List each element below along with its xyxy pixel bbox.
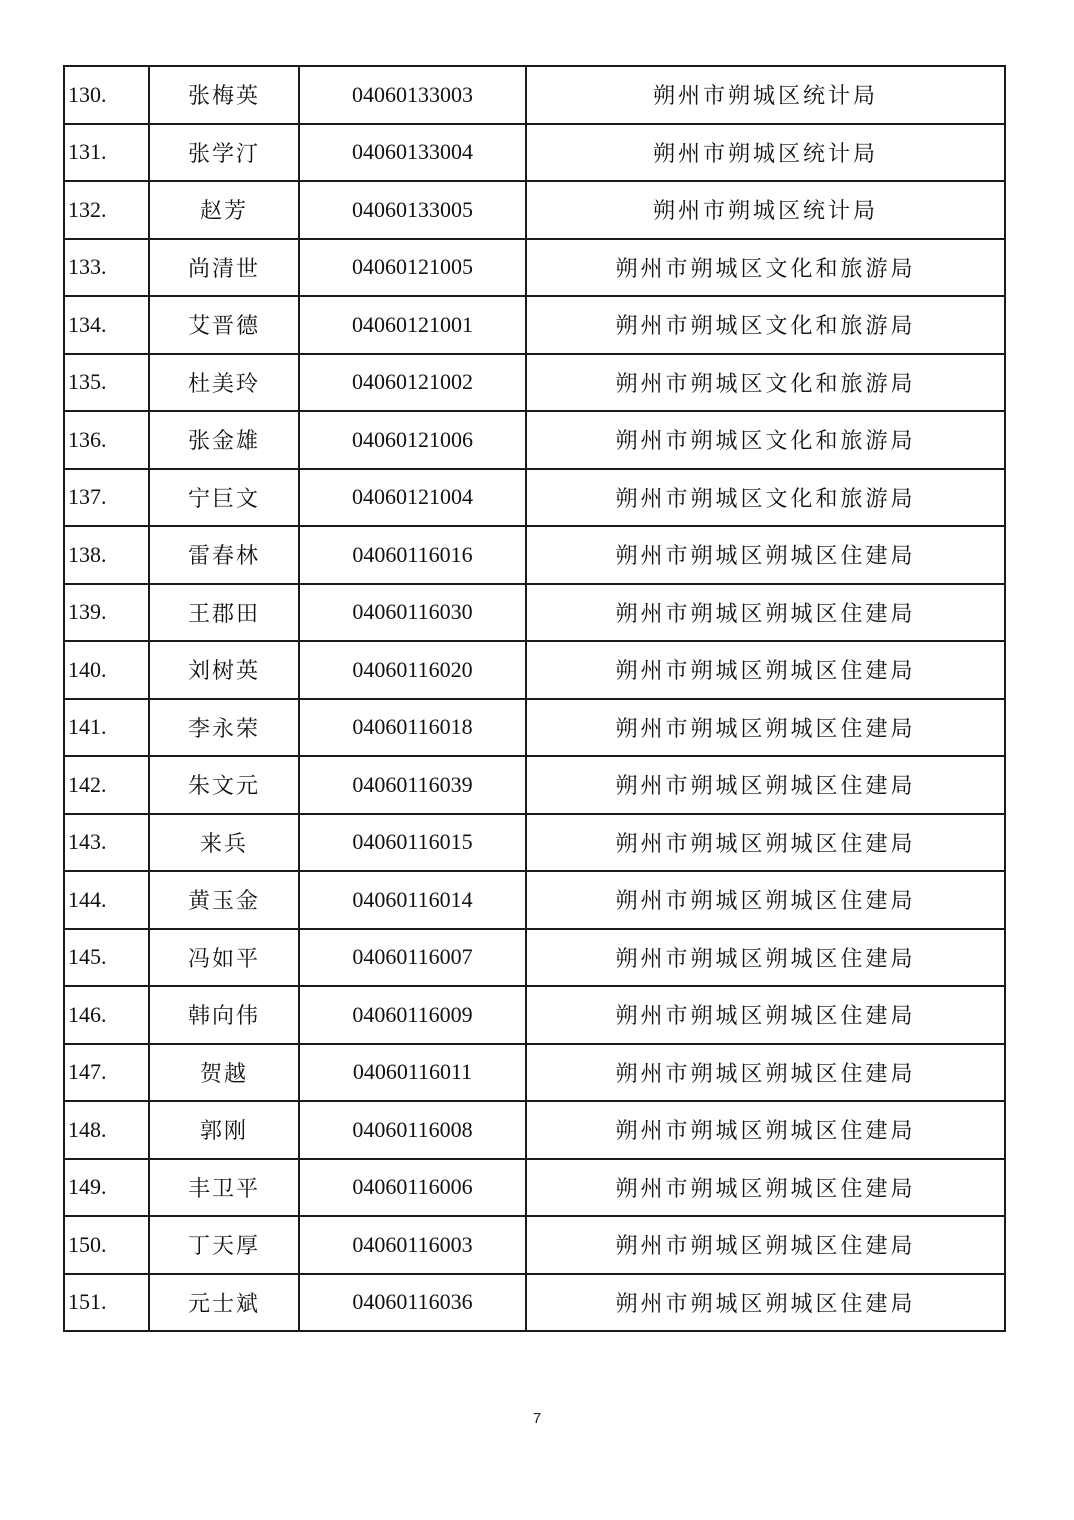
name-cell: 贺越 <box>149 1044 299 1102</box>
id-number-cell: 04060116014 <box>299 871 526 929</box>
unit-cell: 朔州市朔城区朔城区住建局 <box>526 526 1005 584</box>
table-row <box>64 1101 1005 1159</box>
row-number-cell: 144. <box>64 871 149 929</box>
id-number-cell: 04060116003 <box>299 1216 526 1274</box>
name-cell: 刘树英 <box>149 641 299 699</box>
row-number-cell: 132. <box>64 181 149 239</box>
table-row <box>64 66 1005 124</box>
table-row <box>64 239 1005 297</box>
unit-cell: 朔州市朔城区朔城区住建局 <box>526 641 1005 699</box>
table-row <box>64 469 1005 527</box>
table-row <box>64 641 1005 699</box>
unit-cell: 朔州市朔城区朔城区住建局 <box>526 1216 1005 1274</box>
id-number-cell: 04060133003 <box>299 66 526 124</box>
table-row <box>64 354 1005 412</box>
table-row <box>64 756 1005 814</box>
row-number-cell: 134. <box>64 296 149 354</box>
roster-table <box>63 65 1006 1332</box>
table-row <box>64 699 1005 757</box>
unit-cell: 朔州市朔城区朔城区住建局 <box>526 584 1005 642</box>
name-cell: 宁巨文 <box>149 469 299 527</box>
row-number-cell: 130. <box>64 66 149 124</box>
name-cell: 朱文元 <box>149 756 299 814</box>
row-number-cell: 147. <box>64 1044 149 1102</box>
unit-cell: 朔州市朔城区朔城区住建局 <box>526 756 1005 814</box>
row-number-cell: 148. <box>64 1101 149 1159</box>
row-number-cell: 145. <box>64 929 149 987</box>
name-cell: 元士斌 <box>149 1274 299 1332</box>
id-number-cell: 04060121001 <box>299 296 526 354</box>
row-number-cell: 140. <box>64 641 149 699</box>
name-cell: 来兵 <box>149 814 299 872</box>
row-number-cell: 142. <box>64 756 149 814</box>
table-row <box>64 296 1005 354</box>
table-row <box>64 584 1005 642</box>
name-cell: 杜美玲 <box>149 354 299 412</box>
table-row <box>64 526 1005 584</box>
id-number-cell: 04060133005 <box>299 181 526 239</box>
unit-cell: 朔州市朔城区朔城区住建局 <box>526 699 1005 757</box>
name-cell: 郭刚 <box>149 1101 299 1159</box>
name-cell: 张金雄 <box>149 411 299 469</box>
id-number-cell: 04060121004 <box>299 469 526 527</box>
table-row <box>64 871 1005 929</box>
row-number-cell: 137. <box>64 469 149 527</box>
table-row <box>64 181 1005 239</box>
roster-table-body <box>64 66 1005 1331</box>
id-number-cell: 04060121006 <box>299 411 526 469</box>
table-row <box>64 1044 1005 1102</box>
name-cell: 丰卫平 <box>149 1159 299 1217</box>
id-number-cell: 04060116007 <box>299 929 526 987</box>
name-cell: 黄玉金 <box>149 871 299 929</box>
unit-cell: 朔州市朔城区文化和旅游局 <box>526 239 1005 297</box>
unit-cell: 朔州市朔城区文化和旅游局 <box>526 411 1005 469</box>
id-number-cell: 04060121002 <box>299 354 526 412</box>
unit-cell: 朔州市朔城区朔城区住建局 <box>526 814 1005 872</box>
name-cell: 张学汀 <box>149 124 299 182</box>
unit-cell: 朔州市朔城区文化和旅游局 <box>526 469 1005 527</box>
id-number-cell: 04060116009 <box>299 986 526 1044</box>
row-number-cell: 133. <box>64 239 149 297</box>
name-cell: 雷春林 <box>149 526 299 584</box>
table-row <box>64 814 1005 872</box>
table-row <box>64 986 1005 1044</box>
name-cell: 丁天厚 <box>149 1216 299 1274</box>
id-number-cell: 04060121005 <box>299 239 526 297</box>
row-number-cell: 135. <box>64 354 149 412</box>
table-row <box>64 1274 1005 1332</box>
table-row <box>64 411 1005 469</box>
page-number: 7 <box>532 1410 542 1427</box>
unit-cell: 朔州市朔城区朔城区住建局 <box>526 871 1005 929</box>
id-number-cell: 04060116030 <box>299 584 526 642</box>
name-cell: 赵芳 <box>149 181 299 239</box>
id-number-cell: 04060116036 <box>299 1274 526 1332</box>
row-number-cell: 131. <box>64 124 149 182</box>
id-number-cell: 04060133004 <box>299 124 526 182</box>
row-number-cell: 143. <box>64 814 149 872</box>
unit-cell: 朔州市朔城区朔城区住建局 <box>526 1101 1005 1159</box>
row-number-cell: 136. <box>64 411 149 469</box>
table-row <box>64 124 1005 182</box>
unit-cell: 朔州市朔城区朔城区住建局 <box>526 986 1005 1044</box>
name-cell: 艾晋德 <box>149 296 299 354</box>
id-number-cell: 04060116015 <box>299 814 526 872</box>
id-number-cell: 04060116020 <box>299 641 526 699</box>
unit-cell: 朔州市朔城区朔城区住建局 <box>526 1044 1005 1102</box>
name-cell: 韩向伟 <box>149 986 299 1044</box>
name-cell: 张梅英 <box>149 66 299 124</box>
row-number-cell: 150. <box>64 1216 149 1274</box>
table-row <box>64 1216 1005 1274</box>
name-cell: 李永荣 <box>149 699 299 757</box>
unit-cell: 朔州市朔城区统计局 <box>526 181 1005 239</box>
name-cell: 王郡田 <box>149 584 299 642</box>
id-number-cell: 04060116006 <box>299 1159 526 1217</box>
name-cell: 冯如平 <box>149 929 299 987</box>
id-number-cell: 04060116008 <box>299 1101 526 1159</box>
unit-cell: 朔州市朔城区朔城区住建局 <box>526 1159 1005 1217</box>
id-number-cell: 04060116039 <box>299 756 526 814</box>
row-number-cell: 151. <box>64 1274 149 1332</box>
table-row <box>64 1159 1005 1217</box>
unit-cell: 朔州市朔城区文化和旅游局 <box>526 354 1005 412</box>
id-number-cell: 04060116016 <box>299 526 526 584</box>
row-number-cell: 149. <box>64 1159 149 1217</box>
name-cell: 尚清世 <box>149 239 299 297</box>
row-number-cell: 141. <box>64 699 149 757</box>
row-number-cell: 138. <box>64 526 149 584</box>
id-number-cell: 04060116011 <box>299 1044 526 1102</box>
unit-cell: 朔州市朔城区统计局 <box>526 66 1005 124</box>
unit-cell: 朔州市朔城区文化和旅游局 <box>526 296 1005 354</box>
table-row <box>64 929 1005 987</box>
row-number-cell: 146. <box>64 986 149 1044</box>
unit-cell: 朔州市朔城区朔城区住建局 <box>526 1274 1005 1332</box>
unit-cell: 朔州市朔城区朔城区住建局 <box>526 929 1005 987</box>
id-number-cell: 04060116018 <box>299 699 526 757</box>
unit-cell: 朔州市朔城区统计局 <box>526 124 1005 182</box>
row-number-cell: 139. <box>64 584 149 642</box>
